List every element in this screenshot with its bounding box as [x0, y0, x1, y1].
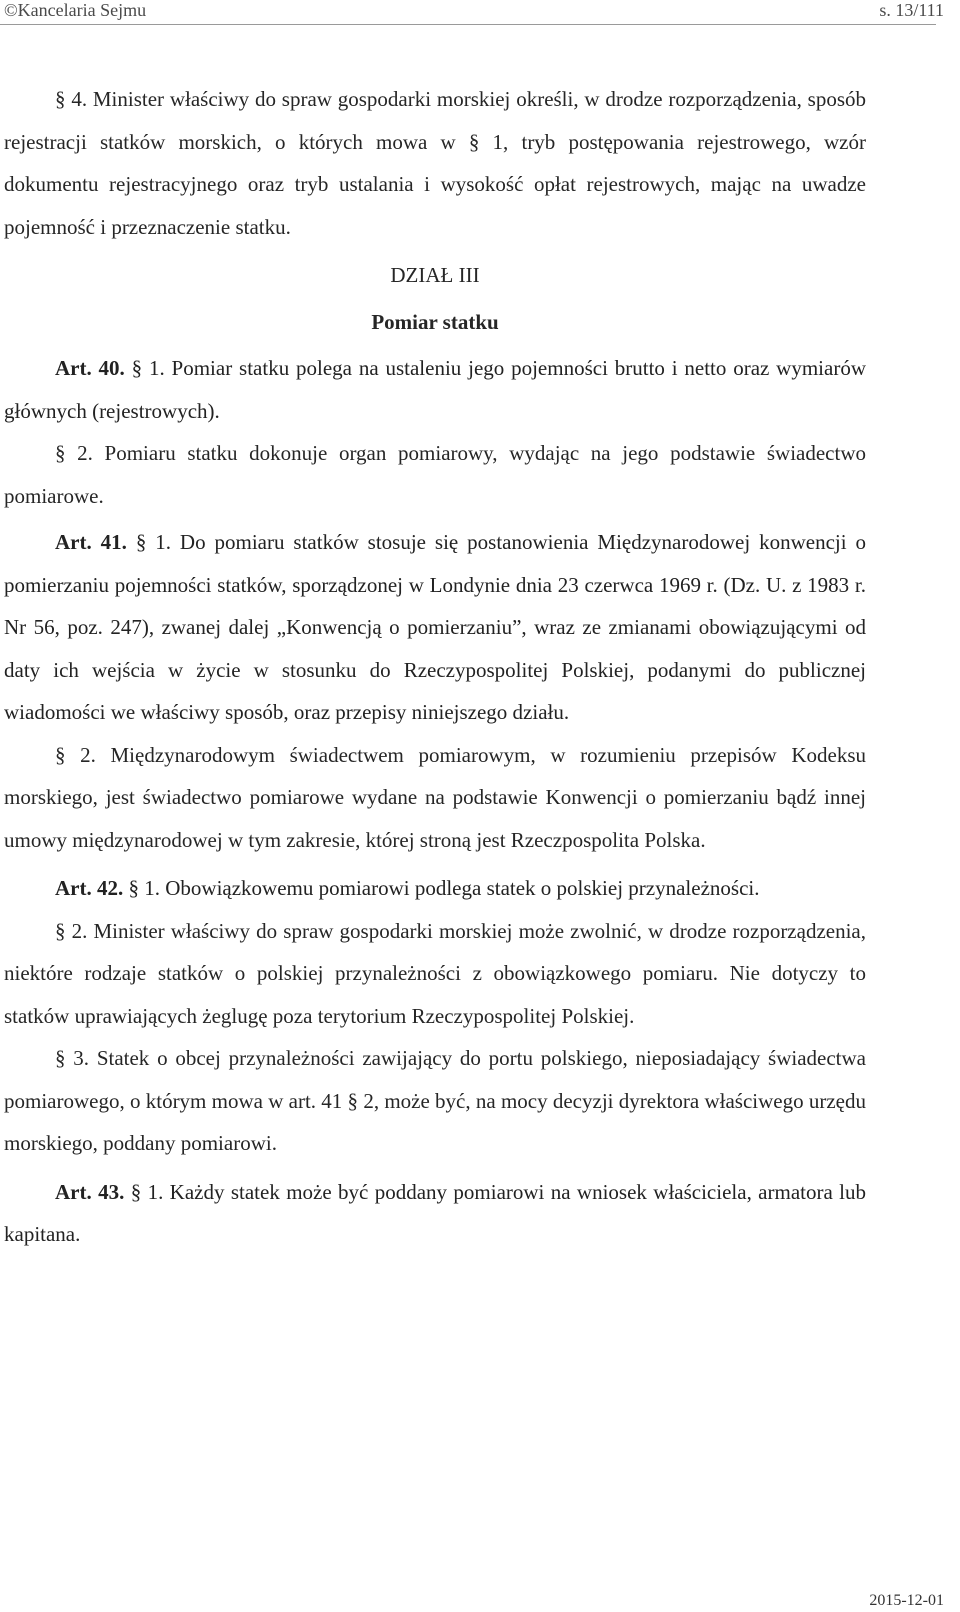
page-header — [0, 0, 960, 20]
article-42-text-1: § 1. Obowiązkowemu pomiarowi podlega statek o polskiej przynależności. — [123, 876, 760, 900]
article-42-para-3: § 3. Statek o obcej przynależności zawijający do portu polskiego, nieposiadający świadectwa pomiarowego, o którym mowa w art. 41 § 2, może być, na mocy decyzji dyrektora właściwego urzędu morskiego, poddany pomiarowi. — [4, 1046, 866, 1155]
header-source: ©Kancelaria Sejmu — [4, 0, 147, 20]
article-43-para-1 — [4, 1171, 866, 1256]
article-43-label: Art. 43. — [55, 1179, 125, 1204]
article-41-para-2: § 2. Międzynarodowym świadectwem pomiarowym, w rozumieniu przepisów Kodeksu morskiego, jest świadectwo pomiarowe wydane na podstawie Konwencji o pomierzaniu bądź innej umowy międzynarodowej w tym zakresie, której stroną jest Rzeczpospolita Polska. — [4, 742, 866, 852]
article-40-label: Art. 40. — [55, 356, 125, 380]
footer-date: 2015-12-01 — [869, 1592, 944, 1609]
article-40-text-1: § 1. Pomiar statku polega na ustaleniu jego pojemności brutto i netto oraz wymiarów głównych (rejestrowych). — [4, 356, 866, 423]
header-divider — [0, 24, 936, 25]
section-title: Pomiar statku — [371, 309, 499, 334]
article-43-text-1: § 1. Każdy statek może być poddany pomiarowi na wniosek właściciela, armatora lub kapitana. — [4, 1179, 866, 1246]
article-41-text-1: § 1. Do pomiaru statków stosuje się postanowienia Międzynarodowej konwencji o pomierzaniu pojemności statków, sporządzonej w Londynie dnia 23 czerwca 1969 r. (Dz. U. z 1983 r. Nr 56, poz. 247), zwanej dalej „Konwencją o pomierzaniu”, wraz ze zmianami obowiązującymi od daty ich wejścia w życie w stosunku do Rzeczypospolitej Polskiej, podanymi do publicznej wiadomości we właściwy sposób, oraz przepisy niniejszego działu. — [4, 530, 866, 724]
article-41-label: Art. 41. — [55, 530, 127, 554]
header-page-number: s. 13/111 — [879, 0, 944, 20]
article-40-para-1 — [4, 347, 866, 432]
article-40-para-2: § 2. Pomiaru statku dokonuje organ pomiarowy, wydając na jego podstawie świadectwo pomiarowe. — [4, 441, 866, 508]
article-42-label: Art. 42. — [55, 876, 124, 900]
article-41-para-1 — [4, 521, 866, 734]
article-42-para-1 — [4, 867, 866, 910]
document-body — [4, 78, 866, 1256]
paragraph-ust4: § 4. Minister właściwy do spraw gospodarki morskiej określi, w drodze rozporządzenia, sposób rejestracji statków morskich, o których mowa w § 1, tryb postępowania rejestrowego, wzór dokumentu rejestracyjnego oraz tryb ustalania i wysokość opłat rejestrowych, mając na uwadze pojemność i przeznaczenie statku. — [4, 87, 866, 239]
article-42-para-2: § 2. Minister właściwy do spraw gospodarki morskiej może zwolnić, w drodze rozporządzenia, niektóre rodzaje statków o polskiej przynależności z obowiązkowego pomiaru. Nie dotyczy to statków uprawiających żeglugę poza terytorium Rzeczypospolitej Polskiej. — [4, 918, 866, 1028]
section-heading: DZIAŁ III — [390, 263, 480, 287]
